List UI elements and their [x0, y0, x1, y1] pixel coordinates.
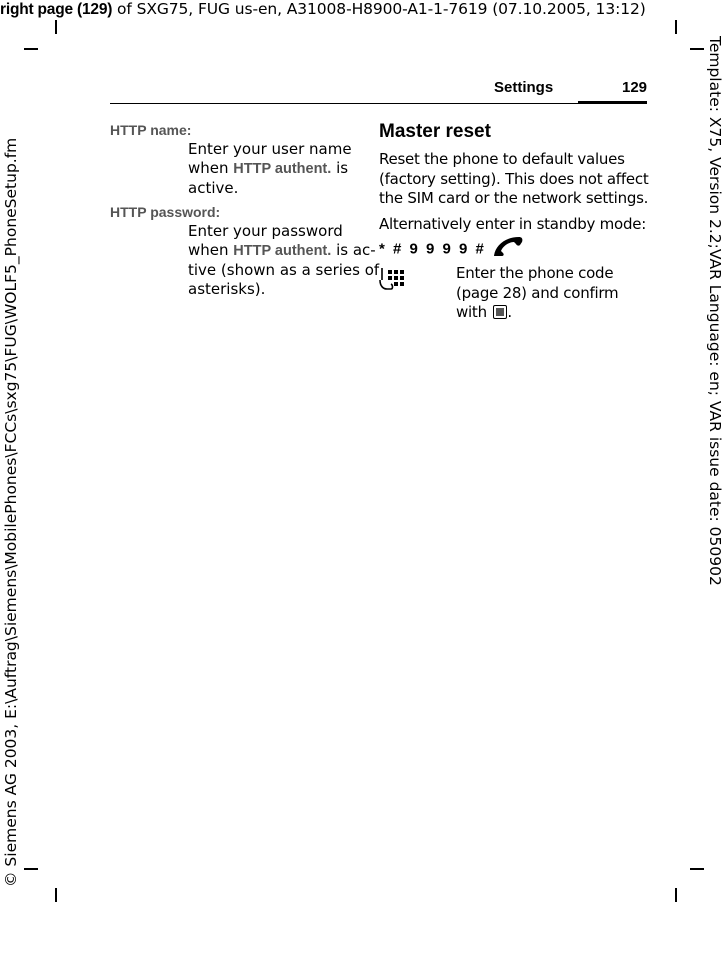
crop-mark-bottom-right-v	[675, 888, 677, 902]
running-head-page-number: 129	[622, 79, 648, 96]
section-heading: Master reset	[379, 121, 491, 142]
desc-line: asterisks).	[188, 280, 266, 298]
desc-line: tive (shown as a series of	[188, 261, 380, 279]
copyright-path: © Siemens AG 2003, E:\Auftrag\Siemens\MobilePhones\FCCs\sxg75\FUG\WOLF5_PhoneSetup.fm	[2, 137, 20, 887]
keyword-http-authent: HTTP authent.	[233, 161, 332, 177]
crop-mark-bottom-left-h	[24, 868, 38, 870]
standby-instruction: Alternatively enter in standby mode:	[379, 215, 647, 233]
step-line: Enter the phone code	[456, 264, 614, 282]
crop-mark-bottom-left-v	[55, 888, 57, 902]
desc-http-name	[188, 140, 352, 198]
desc-line: Enter your password	[188, 222, 343, 240]
template-info: Template: X75, Version 2.2;VAR Language: en; VAR issue date: 050902	[706, 36, 724, 586]
para-line: (factory setting). This does not affect	[379, 169, 649, 188]
reset-code: * # 9 9 9 9 #	[379, 240, 486, 258]
crop-mark-top-left-v	[55, 20, 57, 34]
reset-code-row	[379, 234, 525, 264]
keypad-icon	[379, 267, 405, 295]
keyword-http-authent: HTTP authent.	[233, 243, 332, 259]
desc-line: active.	[188, 179, 239, 197]
crop-mark-top-right-h	[690, 48, 704, 50]
step-line: (page 28) and confirm	[456, 283, 619, 302]
para-line: the SIM card or the network settings.	[379, 189, 649, 207]
softkey-icon	[493, 305, 507, 319]
para-line: Reset the phone to default values	[379, 150, 625, 168]
desc-line: Enter your user name	[188, 140, 352, 158]
desc-line: when HTTP authent. is	[188, 159, 349, 177]
print-header-info: of SXG75, FUG us-en, A31008-H8900-A1-1-7619 (07.10.2005, 13:12)	[112, 0, 646, 18]
print-header	[0, 0, 646, 19]
page-number-bar	[578, 101, 647, 104]
term-http-name: HTTP name:	[110, 122, 192, 138]
desc-line: when HTTP authent. is ac-	[188, 241, 376, 259]
header-rule	[110, 103, 647, 104]
step-line: with .	[456, 303, 512, 321]
reset-description	[379, 150, 648, 209]
print-header-page: right page (129)	[0, 1, 113, 18]
crop-mark-top-left-h	[24, 48, 38, 50]
crop-mark-top-right-v	[675, 20, 677, 34]
phone-code-step	[456, 264, 618, 323]
crop-mark-bottom-right-h	[690, 868, 704, 870]
call-key-icon	[491, 234, 525, 264]
desc-http-password	[188, 222, 379, 299]
term-http-password: HTTP password:	[110, 204, 221, 220]
running-head-section: Settings	[494, 79, 554, 96]
